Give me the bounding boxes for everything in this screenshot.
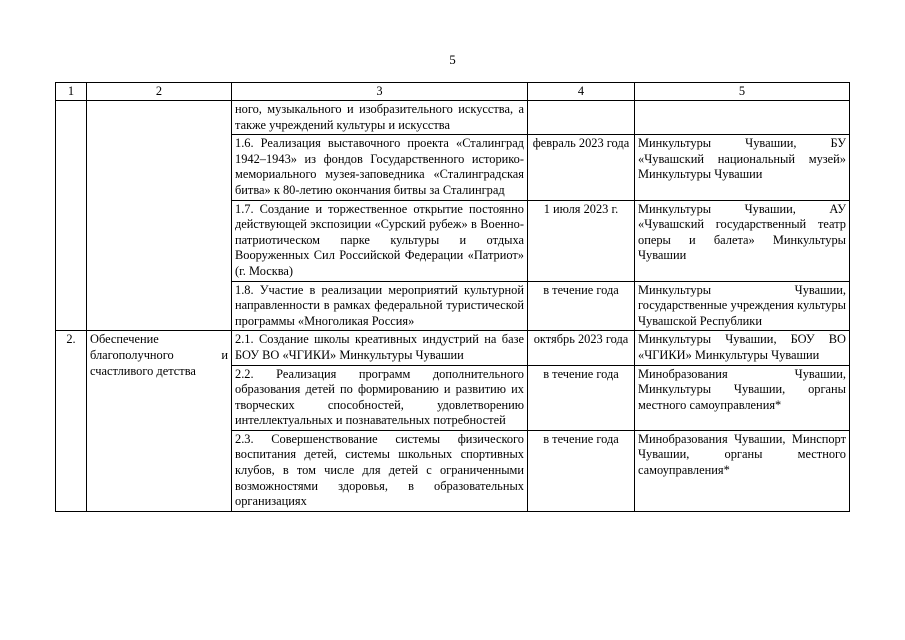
responsible-cell: Минкультуры Чувашии, государственные учреждения культуры Чувашской Республики — [635, 281, 850, 331]
event-cell: 2.3. Совершенствование системы физического воспитания детей, системы школьных спортивных клубов, в том числе для детей с ограниченными возможностями здоровья, в образовательных организациях — [232, 430, 528, 511]
responsible-cell: Минкультуры Чувашии, БУ «Чувашский национальный музей» Минкультуры Чувашии — [635, 135, 850, 200]
date-cell: в течение года — [528, 365, 635, 430]
table-row — [56, 101, 850, 135]
event-cell: ного, музыкального и изобразительного искусства, а также учреждений культуры и искусства — [232, 101, 528, 135]
row-number-cell: 2. — [56, 331, 87, 512]
event-cell: 2.2. Реализация программ дополнительного образования детей по формированию и развитию их творческих способностей, удовлетворению интеллектуальных и познавательных потребностей — [232, 365, 528, 430]
event-cell: 1.6. Реализация выставочного проекта «Сталинград 1942–1943» из фондов Государственного историко-мемориального музея-заповедника «Сталинградская битва» к 80-летию окончания битвы за Сталинград — [232, 135, 528, 200]
header-col-2: 2 — [87, 83, 232, 101]
plan-table — [55, 82, 850, 512]
responsible-cell: Минкультуры Чувашии, БОУ ВО «ЧГИКИ» Минкультуры Чувашии — [635, 331, 850, 365]
event-cell: 2.1. Создание школы креативных индустрий на базе БОУ ВО «ЧГИКИ» Минкультуры Чувашии — [232, 331, 528, 365]
header-col-3: 3 — [232, 83, 528, 101]
row-number-cell — [56, 101, 87, 331]
date-cell: в течение года — [528, 430, 635, 511]
event-cell: 1.8. Участие в реализации мероприятий культурной направленности в рамках федеральной туристической программы «Многоликая Россия» — [232, 281, 528, 331]
responsible-cell: Минобразования Чувашии, Минкультуры Чувашии, органы местного самоуправления* — [635, 365, 850, 430]
table-row — [56, 331, 850, 365]
page-number: 5 — [449, 52, 456, 67]
direction-cell — [87, 101, 232, 331]
header-row — [56, 83, 850, 101]
header-col-1: 1 — [56, 83, 87, 101]
direction-cell: Обеспечение благополучного и счастливого детства — [87, 331, 232, 512]
responsible-cell: Минкультуры Чувашии, АУ «Чувашский государственный театр оперы и балета» Минкультуры Чувашии — [635, 200, 850, 281]
date-cell: октябрь 2023 года — [528, 331, 635, 365]
date-cell: 1 июля 2023 г. — [528, 200, 635, 281]
responsible-cell — [635, 101, 850, 135]
header-col-4: 4 — [528, 83, 635, 101]
responsible-cell: Минобразования Чувашии, Минспорт Чувашии, органы местного самоуправления* — [635, 430, 850, 511]
header-col-5: 5 — [635, 83, 850, 101]
date-cell: февраль 2023 года — [528, 135, 635, 200]
date-cell: в течение года — [528, 281, 635, 331]
date-cell — [528, 101, 635, 135]
event-cell: 1.7. Создание и торжественное открытие постоянно действующей экспозиции «Сурский рубеж» в Военно-патриотическом парке культуры и отдыха Вооруженных Сил Российской Федерации «Патриот» (г. Москва) — [232, 200, 528, 281]
